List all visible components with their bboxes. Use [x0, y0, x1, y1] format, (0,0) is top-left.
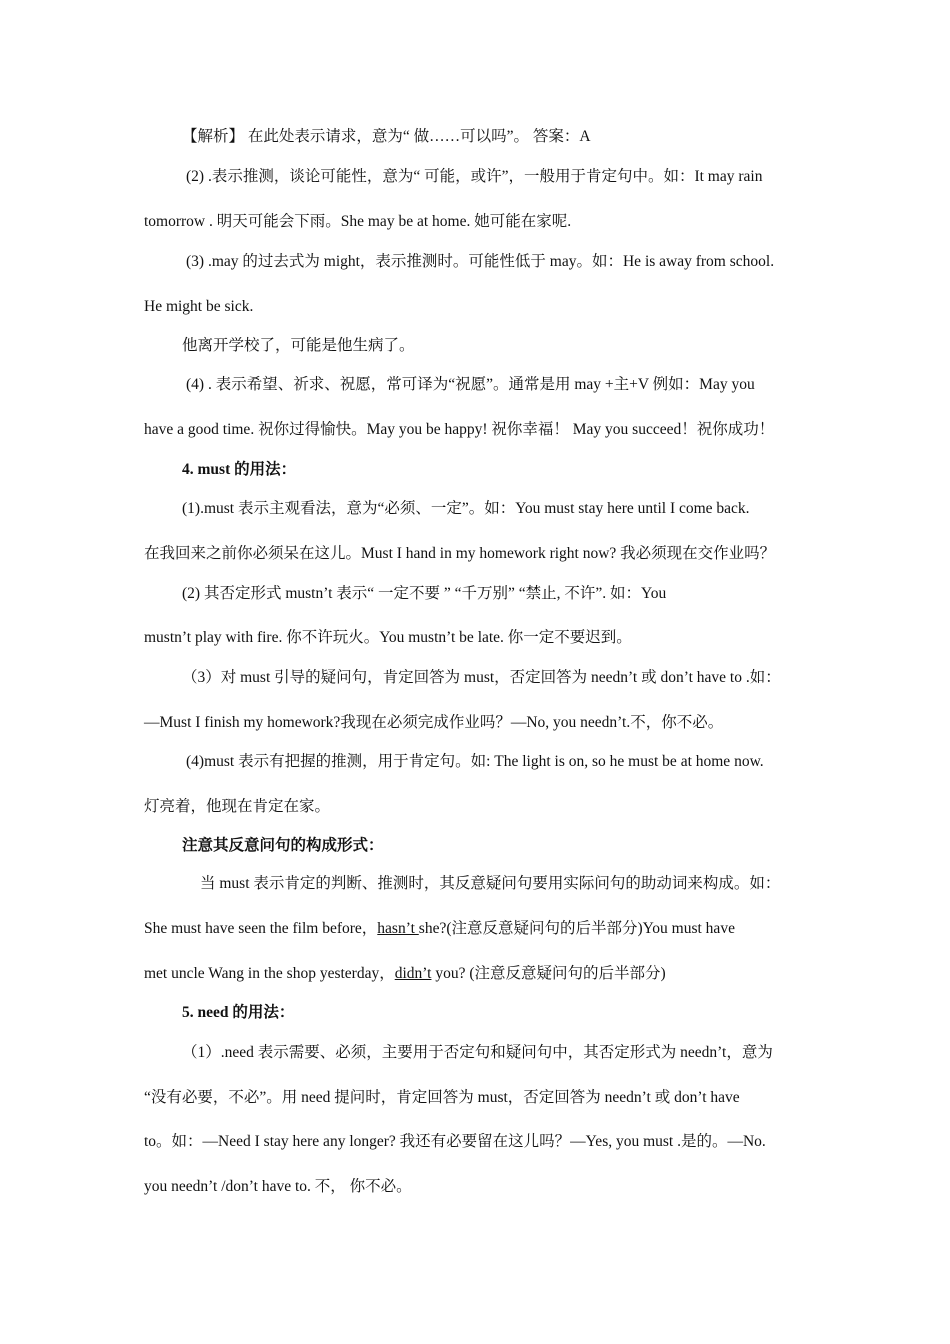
example-1-rest: she?(注意反意疑问句的后半部分)You must have [418, 920, 735, 937]
tag-question-example-1 [144, 919, 735, 939]
may-item-3-line-1: (3) .may 的过去式为 might，表示推测时。可能性低于 may。如：He is away from school. [186, 253, 775, 270]
must-item-4-line-2: 灯亮着，他现在肯定在家。 [144, 798, 331, 815]
may-item-2-line-2: tomorrow . 明天可能会下雨。She may be at home. 她可能在家呢. [144, 213, 572, 230]
example-2-tag-underlined: didn’t [394, 965, 432, 982]
must-item-2-line-2: mustn’t play with fire. 你不许玩火。You mustn’t be late. 你一定不要迟到。 [144, 629, 632, 646]
section-heading-need: 5. need 的用法： [182, 1004, 295, 1021]
may-item-3-line-2: He might be sick. [144, 298, 254, 315]
analysis-line: 【解析】 在此处表示请求，意为“ 做……可以吗”。 答案：A [182, 128, 591, 145]
example-1-tag-underlined: hasn’t [377, 920, 419, 937]
may-item-3-translation: 他离开学校了，可能是他生病了。 [182, 337, 415, 354]
section-heading-must: 4. must 的用法： [182, 461, 297, 478]
tag-question-heading: 注意其反意问句的构成形式： [182, 837, 384, 854]
may-item-4-line-2: have a good time. 祝你过得愉快。May you be happy! 祝你幸福！ May you succeed！祝你成功！ [144, 421, 775, 438]
must-item-2-line-1: (2) 其否定形式 mustn’t 表示“ 一定不要 ” “千万别” “禁止, 不许”. 如：You [182, 585, 667, 602]
example-2-main: met uncle Wang in the shop yesterday， [144, 965, 395, 982]
must-item-4-line-1: (4)must 表示有把握的推测，用于肯定句。如: The light is on, so he must be at home now. [186, 753, 764, 770]
example-1-main: She must have seen the film before， [144, 920, 378, 937]
must-item-1-line-1: (1).must 表示主观看法，意为“必须、一定”。如：You must stay here until I come back. [182, 500, 750, 517]
may-item-2-line-1: (2) .表示推测，谈论可能性，意为“ 可能，或许”，一般用于肯定句中。如：It may rain [186, 168, 763, 185]
must-item-3-line-2: —Must I finish my homework?我现在必须完成作业吗？—No, you needn’t.不，你不必。 [144, 714, 724, 731]
need-item-1-line-4: you needn’t /don’t have to. 不， 你不必。 [144, 1178, 412, 1195]
example-2-rest: you? (注意反意疑问句的后半部分) [431, 965, 666, 982]
must-item-1-line-2: 在我回来之前你必须呆在这儿。Must I hand in my homework right now? 我必须现在交作业吗？ [144, 545, 776, 562]
need-item-1-line-2: “没有必要，不必”。用 need 提问时，肯定回答为 must，否定回答为 needn’t 或 don’t have [144, 1089, 740, 1106]
tag-question-explanation: 当 must 表示肯定的判断、推测时，其反意疑问句要用实际问句的助动词来构成。如： [200, 875, 781, 892]
need-item-1-line-1: （1）.need 表示需要、必须，主要用于否定句和疑问句中，其否定形式为 needn’t，意为 [182, 1044, 773, 1061]
need-item-1-line-3: to。如：—Need I stay here any longer? 我还有必要留在这儿吗？—Yes, you must .是的。—No. [144, 1133, 766, 1150]
tag-question-example-2 [144, 964, 666, 984]
may-item-4-line-1: (4) . 表示希望、祈求、祝愿，常可译为“祝愿”。通常是用 may +主+V 例如：May you [186, 376, 755, 393]
must-item-3-line-1: （3）对 must 引导的疑问句，肯定回答为 must，否定回答为 needn’t 或 don’t have to .如： [182, 669, 781, 686]
